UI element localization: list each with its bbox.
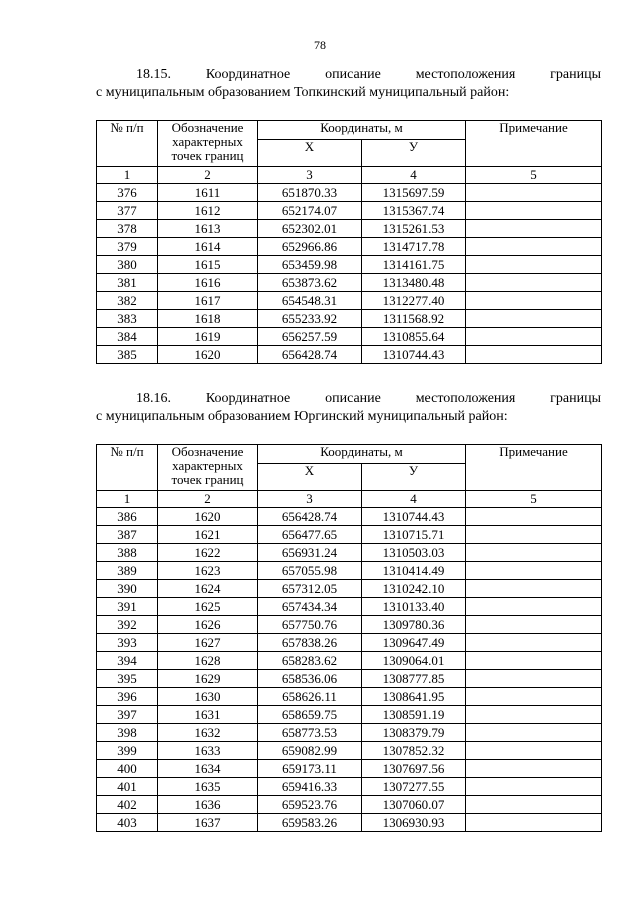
cell-y: 1314161.75 xyxy=(362,256,466,274)
cell-y: 1307060.07 xyxy=(362,796,466,814)
table-row xyxy=(97,238,602,256)
cell-note xyxy=(466,778,602,796)
cell-note xyxy=(466,670,602,688)
coordinates-table xyxy=(96,120,602,364)
heading-word: описание xyxy=(325,67,381,82)
cell-y: 1308379.79 xyxy=(362,724,466,742)
heading-word: 18.15. xyxy=(136,67,171,82)
cell-y: 1308591.19 xyxy=(362,706,466,724)
cell-number: 388 xyxy=(97,544,158,562)
cell-x: 656257.59 xyxy=(258,328,362,346)
cell-note xyxy=(466,706,602,724)
cell-point-designation: 1622 xyxy=(158,544,258,562)
cell-point-designation: 1624 xyxy=(158,580,258,598)
cell-number: 386 xyxy=(97,508,158,526)
table-row xyxy=(97,274,602,292)
cell-x: 656428.74 xyxy=(258,508,362,526)
cell-note xyxy=(466,724,602,742)
cell-note xyxy=(466,292,602,310)
cell-number: 396 xyxy=(97,688,158,706)
cell-note xyxy=(466,256,602,274)
table-body xyxy=(97,184,602,364)
table-row xyxy=(97,580,602,598)
cell-note xyxy=(466,526,602,544)
cell-note xyxy=(466,598,602,616)
cell-number: 384 xyxy=(97,328,158,346)
cell-point-designation: 1619 xyxy=(158,328,258,346)
cell-note xyxy=(466,634,602,652)
cell-number: 390 xyxy=(97,580,158,598)
cell-y: 1309780.36 xyxy=(362,616,466,634)
cell-y: 1308777.85 xyxy=(362,670,466,688)
header-coordinates: Координаты, м xyxy=(258,121,466,140)
cell-note xyxy=(466,310,602,328)
cell-number: 379 xyxy=(97,238,158,256)
table-row xyxy=(97,796,602,814)
cell-x: 654548.31 xyxy=(258,292,362,310)
cell-number: 400 xyxy=(97,760,158,778)
cell-note xyxy=(466,580,602,598)
table-row xyxy=(97,634,602,652)
cell-x: 656931.24 xyxy=(258,544,362,562)
cell-x: 657055.98 xyxy=(258,562,362,580)
cell-note xyxy=(466,346,602,364)
table-row xyxy=(97,814,602,832)
cell-note xyxy=(466,184,602,202)
cell-x: 652174.07 xyxy=(258,202,362,220)
cell-note xyxy=(466,742,602,760)
heading-word: Координатное xyxy=(205,67,291,82)
cell-number: 391 xyxy=(97,598,158,616)
table-row xyxy=(97,184,602,202)
cell-y: 1307277.55 xyxy=(362,778,466,796)
section-heading xyxy=(96,66,601,84)
cell-x: 657434.34 xyxy=(258,598,362,616)
table-row xyxy=(97,292,602,310)
cell-point-designation: 1630 xyxy=(158,688,258,706)
table-row xyxy=(97,508,602,526)
cell-x: 652302.01 xyxy=(258,220,362,238)
cell-number: 383 xyxy=(97,310,158,328)
heading-word: 18.16. xyxy=(136,391,171,406)
cell-note xyxy=(466,220,602,238)
cell-point-designation: 1620 xyxy=(158,508,258,526)
table-body xyxy=(97,508,602,832)
cell-y: 1312277.40 xyxy=(362,292,466,310)
cell-point-designation: 1632 xyxy=(158,724,258,742)
cell-point-designation: 1615 xyxy=(158,256,258,274)
header-note: Примечание xyxy=(466,445,602,491)
cell-number: 376 xyxy=(97,184,158,202)
heading-word: местоположения xyxy=(415,391,516,406)
cell-point-designation: 1631 xyxy=(158,706,258,724)
cell-y: 1306930.93 xyxy=(362,814,466,832)
page-number: 78 xyxy=(314,38,326,52)
table-row xyxy=(97,220,602,238)
cell-number: 392 xyxy=(97,616,158,634)
cell-point-designation: 1613 xyxy=(158,220,258,238)
cell-y: 1314717.78 xyxy=(362,238,466,256)
section-18-15 xyxy=(96,66,601,364)
cell-note xyxy=(466,328,602,346)
cell-point-designation: 1636 xyxy=(158,796,258,814)
cell-x: 653459.98 xyxy=(258,256,362,274)
cell-number: 399 xyxy=(97,742,158,760)
header-note: Примечание xyxy=(466,121,602,167)
cell-x: 653873.62 xyxy=(258,274,362,292)
column-index: 2 xyxy=(158,491,258,508)
column-index: 1 xyxy=(97,167,158,184)
cell-point-designation: 1618 xyxy=(158,310,258,328)
cell-point-designation: 1629 xyxy=(158,670,258,688)
cell-note xyxy=(466,508,602,526)
cell-y: 1309647.49 xyxy=(362,634,466,652)
column-index: 3 xyxy=(258,491,362,508)
cell-point-designation: 1623 xyxy=(158,562,258,580)
header-y: У xyxy=(362,140,466,167)
cell-number: 401 xyxy=(97,778,158,796)
table-row xyxy=(97,328,602,346)
header-x: Х xyxy=(258,464,362,491)
cell-point-designation: 1625 xyxy=(158,598,258,616)
cell-x: 657312.05 xyxy=(258,580,362,598)
cell-number: 402 xyxy=(97,796,158,814)
cell-number: 385 xyxy=(97,346,158,364)
header-coordinates: Координаты, м xyxy=(258,445,466,464)
cell-y: 1310744.43 xyxy=(362,508,466,526)
header-number: № п/п xyxy=(97,121,158,167)
coordinates-table xyxy=(96,444,602,832)
cell-y: 1311568.92 xyxy=(362,310,466,328)
cell-y: 1310744.43 xyxy=(362,346,466,364)
cell-note xyxy=(466,814,602,832)
cell-x: 658626.11 xyxy=(258,688,362,706)
cell-x: 659583.26 xyxy=(258,814,362,832)
section-heading xyxy=(96,390,601,408)
cell-point-designation: 1635 xyxy=(158,778,258,796)
cell-y: 1315697.59 xyxy=(362,184,466,202)
cell-point-designation: 1633 xyxy=(158,742,258,760)
cell-x: 658283.62 xyxy=(258,652,362,670)
heading-word: Координатное xyxy=(205,391,291,406)
table-row xyxy=(97,202,602,220)
section-heading-continuation: с муниципальным образованием Юргинский муниципальный район: xyxy=(96,409,508,424)
cell-number: 389 xyxy=(97,562,158,580)
column-index: 1 xyxy=(97,491,158,508)
cell-y: 1307852.32 xyxy=(362,742,466,760)
column-index: 4 xyxy=(362,167,466,184)
section-heading-continuation: с муниципальным образованием Топкинский муниципальный район: xyxy=(96,85,510,100)
cell-x: 658773.53 xyxy=(258,724,362,742)
cell-y: 1310715.71 xyxy=(362,526,466,544)
cell-x: 659173.11 xyxy=(258,760,362,778)
table-row xyxy=(97,526,602,544)
cell-point-designation: 1614 xyxy=(158,238,258,256)
cell-y: 1308641.95 xyxy=(362,688,466,706)
cell-y: 1310133.40 xyxy=(362,598,466,616)
cell-point-designation: 1616 xyxy=(158,274,258,292)
table-row xyxy=(97,760,602,778)
cell-number: 398 xyxy=(97,724,158,742)
cell-y: 1315367.74 xyxy=(362,202,466,220)
table-row xyxy=(97,616,602,634)
column-index: 2 xyxy=(158,167,258,184)
table-row xyxy=(97,778,602,796)
table-row xyxy=(97,346,602,364)
cell-number: 381 xyxy=(97,274,158,292)
cell-point-designation: 1626 xyxy=(158,616,258,634)
table-row xyxy=(97,688,602,706)
cell-point-designation: 1617 xyxy=(158,292,258,310)
cell-y: 1309064.01 xyxy=(362,652,466,670)
heading-word: местоположения xyxy=(415,67,516,82)
section-18-16 xyxy=(96,390,601,832)
cell-number: 380 xyxy=(97,256,158,274)
cell-note xyxy=(466,796,602,814)
cell-x: 659523.76 xyxy=(258,796,362,814)
cell-number: 394 xyxy=(97,652,158,670)
cell-x: 655233.92 xyxy=(258,310,362,328)
cell-note xyxy=(466,544,602,562)
table-row xyxy=(97,706,602,724)
cell-note xyxy=(466,202,602,220)
cell-point-designation: 1628 xyxy=(158,652,258,670)
cell-x: 657838.26 xyxy=(258,634,362,652)
cell-x: 652966.86 xyxy=(258,238,362,256)
cell-x: 651870.33 xyxy=(258,184,362,202)
column-index: 5 xyxy=(466,167,602,184)
heading-word: границы xyxy=(550,391,601,406)
cell-point-designation: 1611 xyxy=(158,184,258,202)
cell-note xyxy=(466,238,602,256)
header-designation: Обозначение характерных точек границ xyxy=(158,445,258,491)
table-row xyxy=(97,256,602,274)
table-row xyxy=(97,652,602,670)
cell-note xyxy=(466,616,602,634)
table-row xyxy=(97,724,602,742)
cell-number: 378 xyxy=(97,220,158,238)
table-row xyxy=(97,544,602,562)
cell-note xyxy=(466,562,602,580)
header-x: Х xyxy=(258,140,362,167)
column-index: 3 xyxy=(258,167,362,184)
cell-number: 397 xyxy=(97,706,158,724)
column-index: 4 xyxy=(362,491,466,508)
cell-number: 382 xyxy=(97,292,158,310)
cell-number: 393 xyxy=(97,634,158,652)
cell-x: 659416.33 xyxy=(258,778,362,796)
header-y: У xyxy=(362,464,466,491)
header-designation: Обозначение характерных точек границ xyxy=(158,121,258,167)
cell-note xyxy=(466,688,602,706)
cell-y: 1313480.48 xyxy=(362,274,466,292)
cell-note xyxy=(466,760,602,778)
cell-number: 387 xyxy=(97,526,158,544)
cell-point-designation: 1627 xyxy=(158,634,258,652)
cell-y: 1310414.49 xyxy=(362,562,466,580)
cell-point-designation: 1621 xyxy=(158,526,258,544)
table-row xyxy=(97,310,602,328)
table-row xyxy=(97,562,602,580)
cell-y: 1310503.03 xyxy=(362,544,466,562)
cell-point-designation: 1612 xyxy=(158,202,258,220)
cell-x: 656428.74 xyxy=(258,346,362,364)
cell-y: 1315261.53 xyxy=(362,220,466,238)
cell-x: 658536.06 xyxy=(258,670,362,688)
cell-x: 658659.75 xyxy=(258,706,362,724)
cell-x: 656477.65 xyxy=(258,526,362,544)
cell-x: 659082.99 xyxy=(258,742,362,760)
table-row xyxy=(97,670,602,688)
cell-point-designation: 1620 xyxy=(158,346,258,364)
cell-y: 1310242.10 xyxy=(362,580,466,598)
cell-note xyxy=(466,652,602,670)
header-number: № п/п xyxy=(97,445,158,491)
cell-number: 403 xyxy=(97,814,158,832)
heading-word: описание xyxy=(325,391,381,406)
cell-y: 1310855.64 xyxy=(362,328,466,346)
heading-word: границы xyxy=(550,67,601,82)
cell-y: 1307697.56 xyxy=(362,760,466,778)
column-index: 5 xyxy=(466,491,602,508)
cell-number: 395 xyxy=(97,670,158,688)
table-row xyxy=(97,742,602,760)
cell-point-designation: 1637 xyxy=(158,814,258,832)
table-row xyxy=(97,598,602,616)
cell-point-designation: 1634 xyxy=(158,760,258,778)
cell-x: 657750.76 xyxy=(258,616,362,634)
cell-note xyxy=(466,274,602,292)
cell-number: 377 xyxy=(97,202,158,220)
